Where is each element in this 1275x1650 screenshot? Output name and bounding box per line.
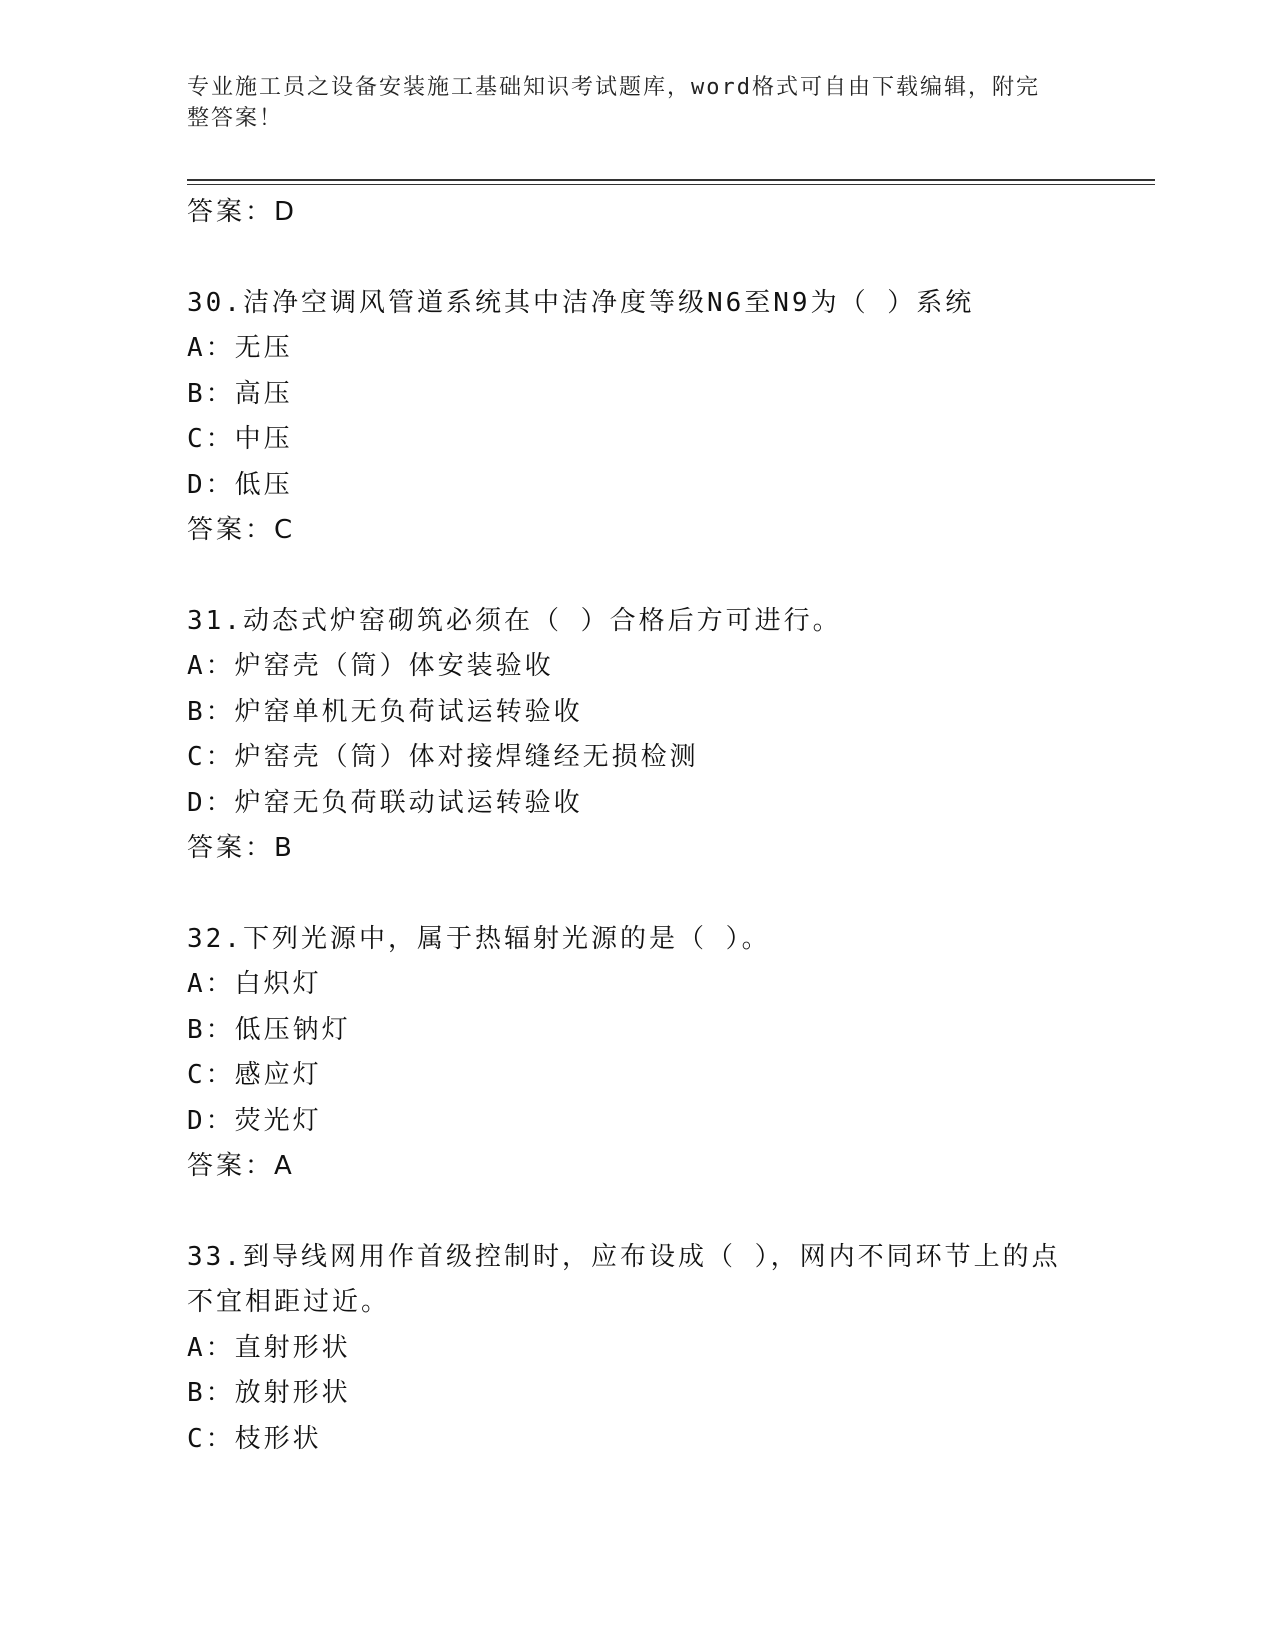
question-text: 31.动态式炉窑砌筑必须在（ ）合格后方可进行。: [187, 605, 842, 636]
option-d: D：低压: [187, 469, 293, 500]
question-32: [187, 917, 1087, 1190]
question-text: 32.下列光源中，属于热辐射光源的是（ ）。: [187, 923, 771, 954]
option-d: D：炉窑无负荷联动试运转验收: [187, 787, 583, 818]
header-line-2: 整答案！: [187, 106, 284, 131]
question-text: 30.洁净空调风管道系统其中洁净度等级N6至N9为（ ）系统: [187, 287, 975, 318]
option-a: A：炉窑壳（筒）体安装验收: [187, 651, 554, 681]
option-c: C：感应灯: [187, 1060, 322, 1090]
option-d: D：荧光灯: [187, 1105, 322, 1136]
option-b: B：炉窑单机无负荷试运转验收: [187, 696, 583, 727]
question-text-continued: 不宜相距过近。: [187, 1287, 391, 1317]
previous-answer: 答案：D: [187, 197, 298, 227]
header-rule-thick: [187, 179, 1155, 181]
document-header: [187, 72, 1067, 134]
option-b: B：低压钠灯: [187, 1014, 351, 1045]
header-line-1: 专业施工员之设备安装施工基础知识考试题库，word格式可自由下载编辑，附完: [187, 75, 1040, 100]
answer-line: 答案：A: [187, 1151, 295, 1181]
option-c: C：枝形状: [187, 1423, 322, 1454]
option-b: B：高压: [187, 378, 293, 409]
question-list: [187, 190, 1087, 1462]
option-b: B：放射形状: [187, 1378, 351, 1408]
answer-line: 答案：B: [187, 833, 295, 863]
question-text: 33.到导线网用作首级控制时，应布设成（ ），网内不同环节上的点: [187, 1241, 1061, 1272]
option-c: C：中压: [187, 424, 293, 454]
option-a: A：直射形状: [187, 1332, 351, 1363]
option-a: A：白炽灯: [187, 969, 322, 999]
question-33: [187, 1235, 1087, 1463]
option-c: C：炉窑壳（筒）体对接焊缝经无损检测: [187, 742, 699, 772]
question-31: [187, 599, 1087, 872]
question-30: [187, 281, 1087, 554]
header-rule-thin: [187, 184, 1155, 185]
answer-line: 答案：C: [187, 515, 296, 545]
option-a: A：无压: [187, 333, 293, 363]
